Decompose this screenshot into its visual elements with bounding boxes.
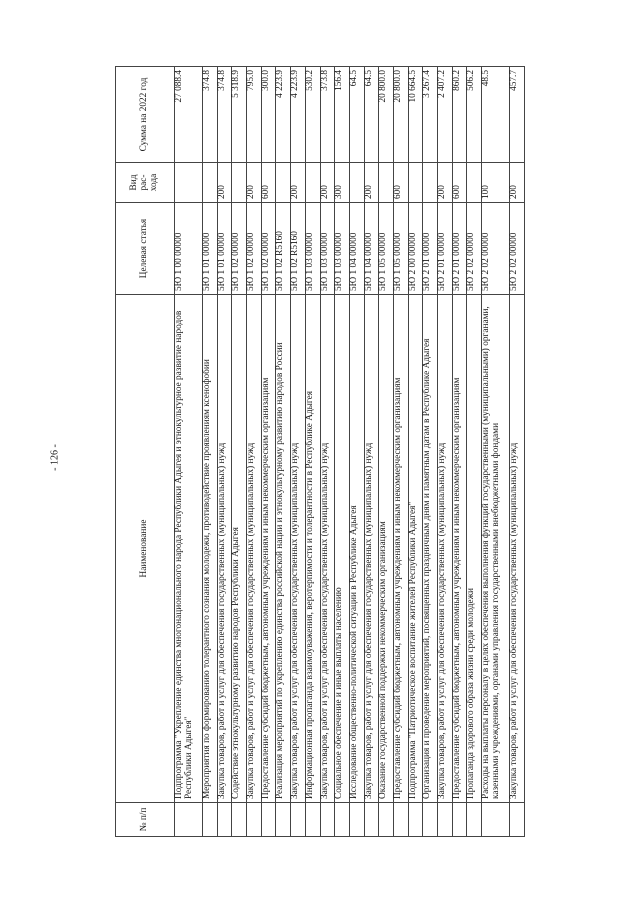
header-number: № п/п: [116, 803, 175, 837]
cell-number: [335, 803, 350, 837]
table-row: [408, 67, 423, 837]
cell-amount: 457.7: [510, 67, 525, 163]
table-row: [349, 67, 364, 837]
cell-number: [305, 803, 320, 837]
table-row: [175, 67, 203, 837]
cell-expense-kind: [203, 163, 218, 203]
cell-number: [364, 803, 379, 837]
table-row: [467, 67, 482, 837]
cell-amount: 4 223.9: [291, 67, 306, 163]
cell-target-article: 5Ю 1 04 00000: [349, 203, 364, 295]
cell-target-article: 5Ю 2 02 00000: [510, 203, 525, 295]
cell-name: Организация и проведение мероприятий, посвященных праздничным дням и памятным датам в Республике Адыгея: [423, 295, 438, 803]
cell-target-article: 5Ю 1 05 00000: [393, 203, 408, 295]
cell-name: Закупка товаров, работ и услуг для обеспечения государственных (муниципальных) нужд: [247, 295, 262, 803]
cell-expense-kind: 600: [393, 163, 408, 203]
cell-target-article: 5Ю 2 02 00000: [467, 203, 482, 295]
cell-target-article: 5Ю 1 02 00000: [261, 203, 276, 295]
cell-amount: 20 800.0: [379, 67, 394, 163]
cell-target-article: 5Ю 1 04 00000: [364, 203, 379, 295]
cell-amount: 373.8: [320, 67, 335, 163]
cell-target-article: 5Ю 1 02 R5160: [291, 203, 306, 295]
cell-number: [320, 803, 335, 837]
cell-amount: 5 318.9: [232, 67, 247, 163]
cell-amount: 10 664.5: [408, 67, 423, 163]
cell-amount: 2 407.2: [438, 67, 453, 163]
cell-target-article: 5Ю 2 01 00000: [423, 203, 438, 295]
cell-name: Мероприятия по формированию толерантного сознания молодежи, противодействие проявлениям ксенофобии: [203, 295, 218, 803]
cell-expense-kind: 200: [291, 163, 306, 203]
table-row: [335, 67, 350, 837]
cell-target-article: 5Ю 2 00 00000: [408, 203, 423, 295]
table-row: [452, 67, 467, 837]
cell-name: Закупка товаров, работ и услуг для обеспечения государственных (муниципальных) нужд: [364, 295, 379, 803]
cell-target-article: 5Ю 1 03 00000: [305, 203, 320, 295]
cell-number: [438, 803, 453, 837]
cell-name: Расходы на выплаты персоналу в целях обеспечения выполнения функций государственными (муниципальными) органами, казенными учреждениями, органами управления государственными внебюджетными фондами: [482, 295, 510, 803]
cell-name: Пропаганда здорового образа жизни среди молодежи: [467, 295, 482, 803]
cell-target-article: 5Ю 1 03 00000: [320, 203, 335, 295]
cell-name: Закупка товаров, работ и услуг для обеспечения государственных (муниципальных) нужд: [510, 295, 525, 803]
table-row: [510, 67, 525, 837]
budget-table: [115, 66, 525, 837]
table-row: [379, 67, 394, 837]
table-row: [305, 67, 320, 837]
cell-target-article: 5Ю 1 02 00000: [247, 203, 262, 295]
cell-number: [452, 803, 467, 837]
cell-name: Исследование общественно-политической ситуации в Республике Адыгея: [349, 295, 364, 803]
cell-amount: 4 223.9: [276, 67, 291, 163]
cell-target-article: 5Ю 2 01 00000: [438, 203, 453, 295]
cell-name: Подпрограмма "Патриотическое воспитание жителей Республики Адыгея": [408, 295, 423, 803]
cell-target-article: 5Ю 1 01 00000: [203, 203, 218, 295]
cell-expense-kind: [467, 163, 482, 203]
cell-name: Закупка товаров, работ и услуг для обеспечения государственных (муниципальных) нужд: [291, 295, 306, 803]
cell-expense-kind: 200: [320, 163, 335, 203]
page-number: - 126 -: [49, 444, 61, 471]
cell-number: [203, 803, 218, 837]
table-row: [423, 67, 438, 837]
cell-number: [482, 803, 510, 837]
cell-name: Закупка товаров, работ и услуг для обеспечения государственных (муниципальных) нужд: [320, 295, 335, 803]
cell-name: Информационная пропаганда взаимоуважения, веротерпимости и толерантности в Республике Адыгея: [305, 295, 320, 803]
cell-expense-kind: [276, 163, 291, 203]
cell-number: [408, 803, 423, 837]
cell-name: Закупка товаров, работ и услуг для обеспечения государственных (муниципальных) нужд: [438, 295, 453, 803]
cell-expense-kind: 600: [452, 163, 467, 203]
cell-amount: 300.0: [261, 67, 276, 163]
cell-number: [232, 803, 247, 837]
cell-name: Социальное обеспечение и иные выплаты населению: [335, 295, 350, 803]
cell-expense-kind: 200: [438, 163, 453, 203]
table-row: [291, 67, 306, 837]
cell-number: [349, 803, 364, 837]
header-target-article: Целевая статья: [116, 203, 175, 295]
cell-amount: 506.2: [467, 67, 482, 163]
cell-name: Предоставление субсидий бюджетным, автономным учреждениям и иным некоммерческим организациям: [452, 295, 467, 803]
cell-number: [175, 803, 203, 837]
table-body: [175, 67, 525, 837]
cell-name: Оказание государственной поддержки некоммерческим организациям: [379, 295, 394, 803]
cell-expense-kind: 200: [364, 163, 379, 203]
cell-target-article: 5Ю 1 03 00000: [335, 203, 350, 295]
cell-target-article: 5Ю 2 02 00000: [482, 203, 510, 295]
cell-expense-kind: [305, 163, 320, 203]
cell-expense-kind: 100: [482, 163, 510, 203]
header-expense-kind: Вид рас-хода: [116, 163, 175, 203]
cell-amount: 860.2: [452, 67, 467, 163]
table-row: [276, 67, 291, 837]
cell-name: Предоставление субсидий бюджетным, автономным учреждениям и иным некоммерческим организациям: [393, 295, 408, 803]
cell-amount: 64.5: [364, 67, 379, 163]
cell-expense-kind: [349, 163, 364, 203]
table-row: [217, 67, 232, 837]
cell-amount: 64.5: [349, 67, 364, 163]
cell-target-article: 5Ю 2 01 00000: [452, 203, 467, 295]
cell-name: Содействие этнокультурному развитию народов Республики Адыгея: [232, 295, 247, 803]
cell-expense-kind: [423, 163, 438, 203]
cell-name: Закупка товаров, работ и услуг для обеспечения государственных (муниципальных) нужд: [217, 295, 232, 803]
cell-target-article: 5Ю 1 02 R5160: [276, 203, 291, 295]
table-row: [393, 67, 408, 837]
table-row: [438, 67, 453, 837]
cell-amount: 3 267.4: [423, 67, 438, 163]
header-amount: Сумма на 2022 год: [116, 67, 175, 163]
cell-target-article: 5Ю 1 05 00000: [379, 203, 394, 295]
cell-expense-kind: [408, 163, 423, 203]
table-row: [232, 67, 247, 837]
cell-number: [510, 803, 525, 837]
table-row: [247, 67, 262, 837]
cell-number: [393, 803, 408, 837]
cell-name: Подпрограмма "Укрепление единства многонационального народа Республики Адыгея и этнокультурное развитие народов Республики Адыгея": [175, 295, 203, 803]
cell-name: Предоставление субсидий бюджетным, автономным учреждениям и иным некоммерческим организациям: [261, 295, 276, 803]
cell-amount: 795.0: [247, 67, 262, 163]
header-name: Наименование: [116, 295, 175, 803]
cell-expense-kind: 200: [247, 163, 262, 203]
cell-amount: 374.8: [203, 67, 218, 163]
table-row: [320, 67, 335, 837]
table-row: [364, 67, 379, 837]
table-row: [261, 67, 276, 837]
cell-expense-kind: [175, 163, 203, 203]
cell-amount: 27 088.4: [175, 67, 203, 163]
table-row: [482, 67, 510, 837]
rotated-table-frame: [115, 67, 525, 837]
cell-amount: 20 800.0: [393, 67, 408, 163]
table-row: [203, 67, 218, 837]
cell-expense-kind: 200: [510, 163, 525, 203]
table-header-row: [116, 67, 175, 837]
cell-number: [247, 803, 262, 837]
cell-expense-kind: 300: [335, 163, 350, 203]
cell-number: [379, 803, 394, 837]
cell-amount: 156.4: [335, 67, 350, 163]
cell-target-article: 5Ю 1 01 00000: [217, 203, 232, 295]
cell-expense-kind: 200: [217, 163, 232, 203]
cell-expense-kind: 600: [261, 163, 276, 203]
cell-target-article: 5Ю 1 02 00000: [232, 203, 247, 295]
cell-number: [423, 803, 438, 837]
cell-amount: 374.8: [217, 67, 232, 163]
cell-number: [291, 803, 306, 837]
cell-number: [261, 803, 276, 837]
cell-number: [276, 803, 291, 837]
cell-target-article: 5Ю 1 00 00000: [175, 203, 203, 295]
cell-name: Реализация мероприятий по укреплению единства российской нации и этнокультурному развитию народов России: [276, 295, 291, 803]
cell-number: [467, 803, 482, 837]
cell-number: [217, 803, 232, 837]
cell-amount: 48.5: [482, 67, 510, 163]
cell-amount: 530.2: [305, 67, 320, 163]
cell-expense-kind: [379, 163, 394, 203]
cell-expense-kind: [232, 163, 247, 203]
